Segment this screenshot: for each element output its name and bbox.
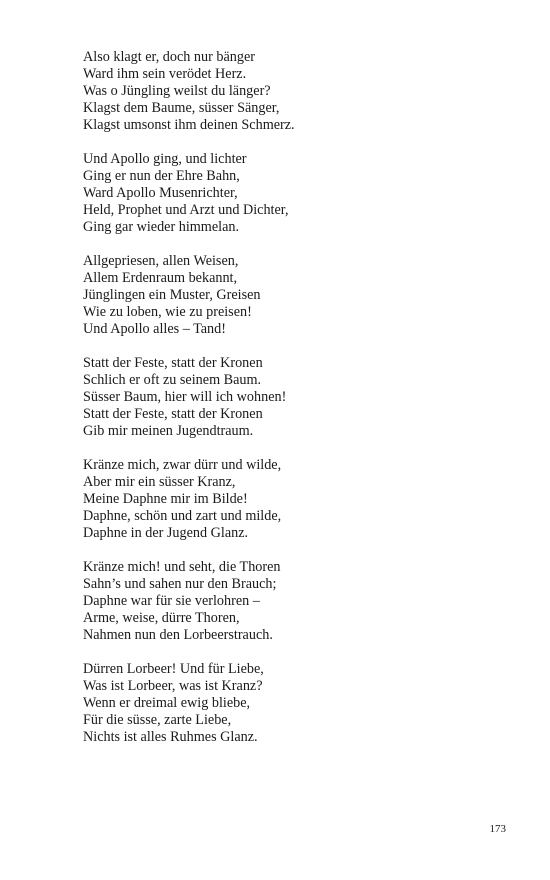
poem-line: Ging gar wieder himmelan. [83, 219, 240, 235]
stanza-1 [83, 49, 503, 134]
poem-line: Dürren Lorbeer! Und für Liebe, [83, 661, 264, 677]
poem-line: Für die süsse, zarte Liebe, [83, 712, 232, 728]
poem-line: Statt der Feste, statt der Kronen [83, 406, 263, 422]
poem-line: Allgepriesen, allen Weisen, [83, 253, 239, 269]
poem-line: Held, Prophet und Arzt und Dichter, [83, 202, 289, 218]
poem-line: Statt der Feste, statt der Kronen [83, 355, 263, 371]
poem-line: Und Apollo ging, und lichter [83, 151, 247, 167]
poem-line: Klagst dem Baume, süsser Sänger, [83, 100, 280, 116]
poem-line: Allem Erdenraum bekannt, [83, 270, 238, 286]
poem-line: Ward Apollo Musenrichter, [83, 185, 238, 201]
poem-line: Daphne, schön und zart und milde, [83, 508, 282, 524]
poem-line: Ward ihm sein verödet Herz. [83, 66, 247, 82]
poem-line: Wie zu loben, wie zu preisen! [83, 304, 252, 320]
poem-body [83, 49, 503, 763]
poem-line: Daphne in der Jugend Glanz. [83, 525, 249, 541]
poem-line: Daphne war für sie verlohren – [83, 593, 260, 609]
poem-line: Also klagt er, doch nur bänger [83, 49, 255, 65]
stanza-2 [83, 151, 503, 236]
poem-line: Gib mir meinen Jugendtraum. [83, 423, 254, 439]
poem-line: Jünglingen ein Muster, Greisen [83, 287, 261, 303]
poem-line: Ging er nun der Ehre Bahn, [83, 168, 240, 184]
poem-line: Klagst umsonst ihm deinen Schmerz. [83, 117, 295, 133]
poem-line: Wenn er dreimal ewig bliebe, [83, 695, 251, 711]
stanza-6 [83, 559, 503, 644]
poem-line: Sahn’s und sahen nur den Brauch; [83, 576, 277, 592]
poem-line: Nichts ist alles Ruhmes Glanz. [83, 729, 258, 745]
stanza-5 [83, 457, 503, 542]
poem-line: Aber mir ein süsser Kranz, [83, 474, 236, 490]
poem-line: Kränze mich! und seht, die Thoren [83, 559, 281, 575]
poem-line: Süsser Baum, hier will ich wohnen! [83, 389, 287, 405]
stanza-3 [83, 253, 503, 338]
poem-line: Kränze mich, zwar dürr und wilde, [83, 457, 282, 473]
stanza-4 [83, 355, 503, 440]
stanza-7 [83, 661, 503, 746]
page-number: 173 [489, 823, 506, 835]
poem-line: Meine Daphne mir im Bilde! [83, 491, 248, 507]
poem-line: Nahmen nun den Lorbeerstrauch. [83, 627, 273, 643]
poem-line: Arme, weise, dürre Thoren, [83, 610, 240, 626]
poem-line: Was ist Lorbeer, was ist Kranz? [83, 678, 263, 694]
poem-line: Schlich er oft zu seinem Baum. [83, 372, 262, 388]
poem-line: Und Apollo alles – Tand! [83, 321, 226, 337]
poem-line: Was o Jüngling weilst du länger? [83, 83, 271, 99]
